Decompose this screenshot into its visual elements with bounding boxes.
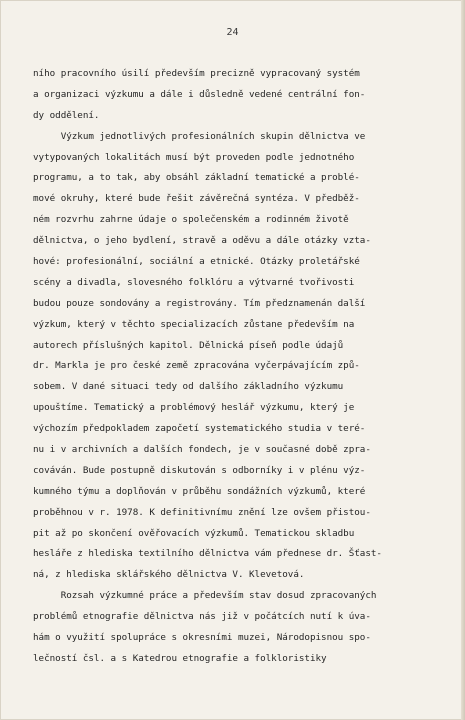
text-line: mové okruhy, které bude řešit závěrečná syntéza. V předběž- (33, 193, 360, 205)
text-line: kumného týmu a doplňován v průběhu sondážních výzkumů, které (33, 485, 366, 497)
text-line: Rozsah výzkumné práce a především stav dosud zpracovaných (33, 590, 377, 602)
page-number: 24 (226, 27, 239, 38)
text-line: proběhnou v r. 1978. K definitivnímu znění lze ovšem přistou- (33, 506, 371, 518)
body-text (33, 64, 433, 670)
text-line: budou pouze sondovány a registrovány. Tím předznamenán další (33, 297, 366, 309)
text-line: problémů etnografie dělnictva nás již v počátcích nutí k úva- (33, 611, 371, 623)
text-line: výzkum, který v těchto specializacích zůstane především na (33, 318, 355, 330)
text-line: upouštíme. Tematický a problémový heslář výzkumu, který je (33, 402, 355, 414)
text-line: lečností čsl. a s Katedrou etnografie a folkloristiky (33, 652, 327, 664)
text-line: pit až po skončení ověřovacích výzkumů. Tematickou skladbu (33, 527, 355, 539)
text-line: hové: profesionální, sociální a etnické. Otázky proletářské (33, 256, 360, 268)
text-line: vytypovaných lokalitách musí být proveden podle jednotného (33, 151, 355, 163)
text-line: hám o využití spolupráce s okresními muzei, Národopisnou spo- (33, 632, 371, 644)
page-edge-shadow (461, 0, 465, 720)
text-line: ná, z hlediska sklářského dělnictva V. Klevetová. (33, 569, 305, 581)
text-line: programu, a to tak, aby obsáhl základní tematické a problé- (33, 172, 360, 184)
text-line: dy oddělení. (33, 109, 100, 121)
text-line: ném rozvrhu zahrne údaje o společenském a rodinném životě (33, 214, 349, 226)
text-line: cováván. Bude postupně diskutován s odborníky i v plénu výz- (33, 464, 366, 476)
text-line: dělnictva, o jeho bydlení, stravě a oděvu a dále otázky vzta- (33, 235, 371, 247)
text-line: Výzkum jednotlivých profesionálních skupin dělnictva ve (33, 130, 366, 142)
text-line: dr. Markla je pro české země zpracována vyčerpávajícím způ- (33, 360, 360, 372)
text-line: hesláře z hlediska textilního dělnictva vám přednese dr. Šťast- (33, 548, 382, 560)
text-line: a organizaci výzkumu a dále i důsledně vedené centrální fon- (33, 88, 366, 100)
text-line: nu i v archivních a dalších fondech, je v současné době zpra- (33, 444, 371, 456)
text-line: ního pracovního úsilí především precizně vypracovaný systém (33, 68, 360, 79)
text-line: sobem. V dané situaci tedy od dalšího základního výzkumu (33, 381, 344, 393)
text-line: autorech příslušných kapitol. Dělnická píseň podle údajů (33, 339, 344, 351)
text-line: scény a divadla, slovesného folklóru a výtvarné tvořivosti (33, 276, 355, 288)
text-line: výchozím předpokladem započetí systematického studia v teré- (33, 423, 366, 435)
